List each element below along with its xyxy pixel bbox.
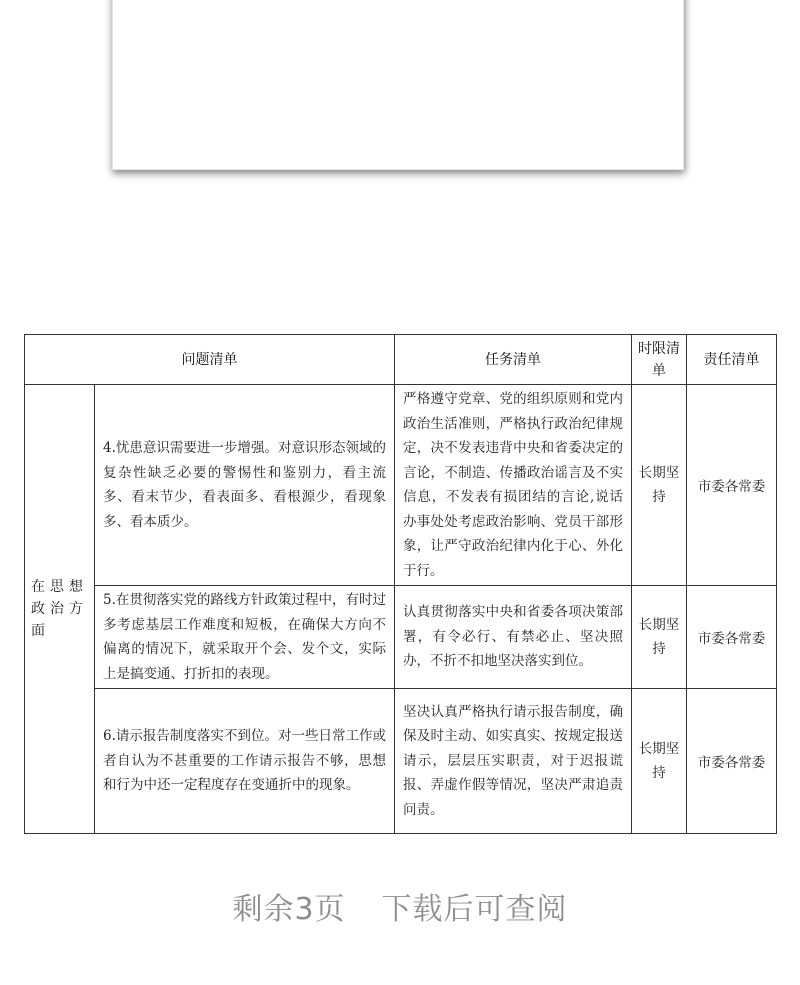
table-row xyxy=(25,385,777,586)
table-header-row xyxy=(25,335,777,385)
task-cell: 严格遵守党章、党的组织原则和党内政治生活准则，严格执行政治纪律规定，决不发表违背中央和省委决定的言论，不制造、传播政治谣言及不实信息，不发表有损团结的言论,说话办事处处考虑政治影响、党员干部形象，让严守政治纪律内化于心、外化于行。 xyxy=(395,385,632,586)
task-cell: 认真贯彻落实中央和省委各项决策部署，有令必行、有禁必止、坚决照办，不折不扣地坚决落实到位。 xyxy=(395,586,632,689)
table-row xyxy=(25,689,777,834)
download-to-view-text: 下载后可查阅 xyxy=(381,892,568,927)
category-cell: 在思想政治方面 xyxy=(25,385,95,834)
header-responsibility-list: 责任清单 xyxy=(687,335,777,385)
deadline-cell: 长期坚持 xyxy=(632,689,687,834)
table-row xyxy=(25,586,777,689)
responsible-cell: 市委各常委 xyxy=(687,689,777,834)
remaining-pages-text: 剩余3页 xyxy=(232,892,346,927)
checklist-table xyxy=(24,334,777,834)
task-cell: 坚决认真严格执行请示报告制度，确保及时主动、如实真实、按规定报送请示，层层压实职责，对于迟报谎报、弄虚作假等情况，坚决严肃追责问责。 xyxy=(395,689,632,834)
previous-page-preview xyxy=(112,0,684,170)
problem-cell: 6.请示报告制度落实不到位。对一些日常工作或者自认为不甚重要的工作请示报告不够，思想和行为中还一定程度存在变通折中的现象。 xyxy=(95,689,395,834)
responsible-cell: 市委各常委 xyxy=(687,385,777,586)
deadline-cell: 长期坚持 xyxy=(632,385,687,586)
responsible-cell: 市委各常委 xyxy=(687,586,777,689)
problem-cell: 5.在贯彻落实党的路线方针政策过程中，有时过多考虑基层工作难度和短板，在确保大方向不偏离的情况下，就采取开个会、发个文，实际上是搞变通、打折扣的表现。 xyxy=(95,586,395,689)
header-problem-list: 问题清单 xyxy=(25,335,395,385)
header-task-list: 任务清单 xyxy=(395,335,632,385)
deadline-cell: 长期坚持 xyxy=(632,586,687,689)
problem-cell: 4.忧患意识需要进一步增强。对意识形态领域的复杂性缺乏必要的警惕性和鉴别力，看主流多、看末节少，看表面多、看根源少，看现象多、看本质少。 xyxy=(95,385,395,586)
header-deadline-list: 时限清单 xyxy=(632,335,687,385)
download-prompt[interactable] xyxy=(0,884,800,928)
